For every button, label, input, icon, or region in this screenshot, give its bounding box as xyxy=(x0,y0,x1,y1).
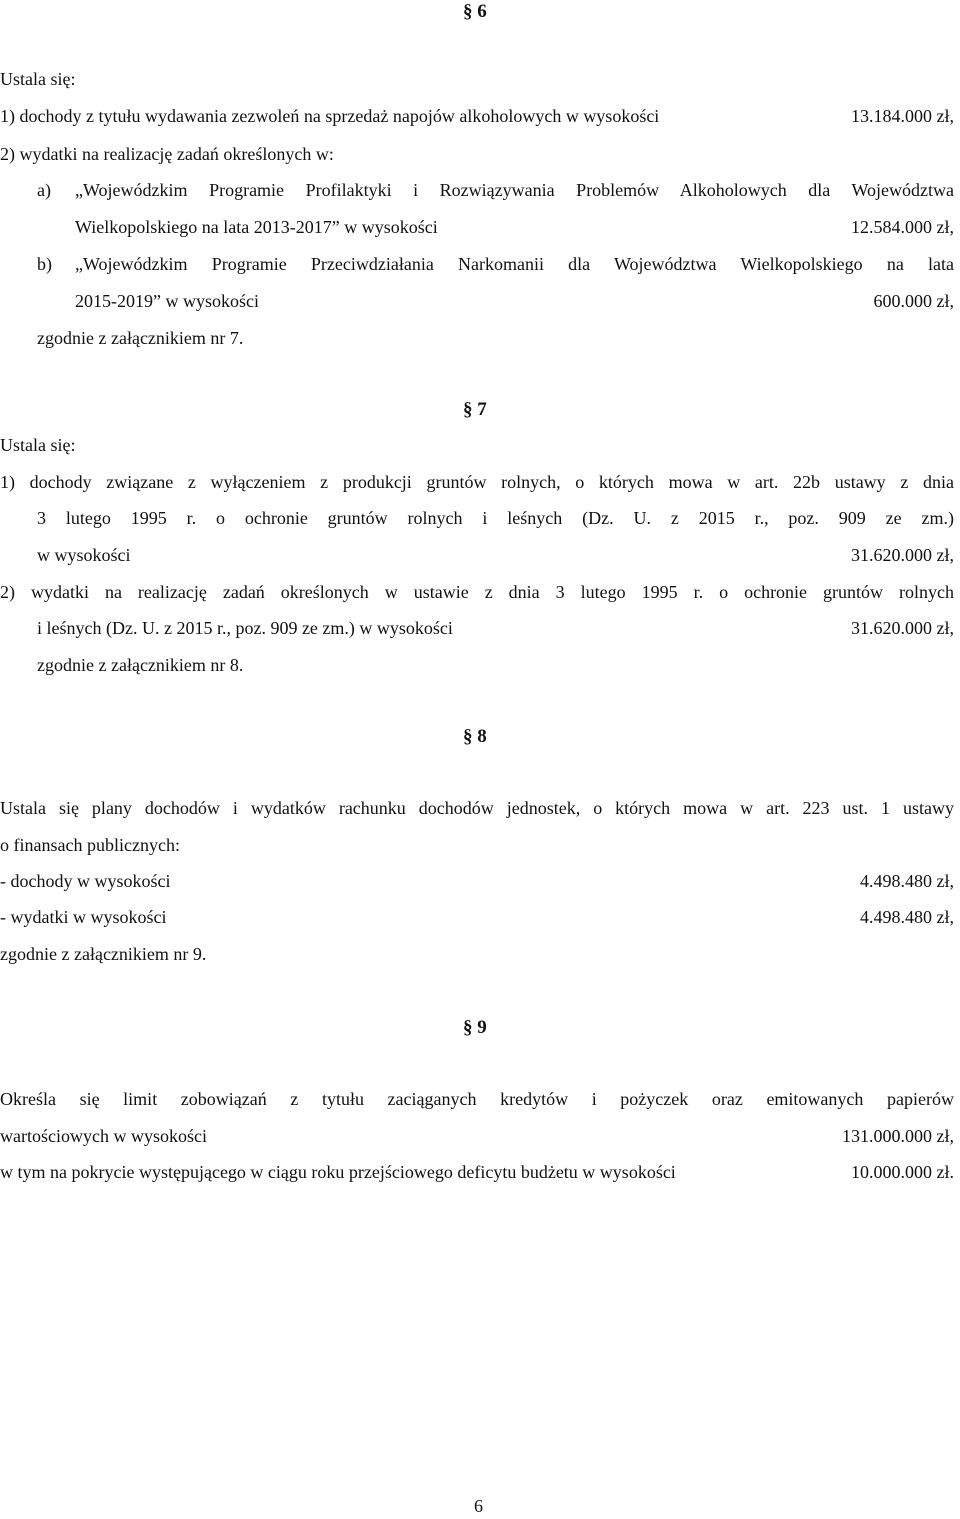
section-6-annex-note: zgodnie z załącznikiem nr 7. xyxy=(37,328,244,348)
section-7-item-2-amount: 31.620.000 zł, xyxy=(851,618,954,638)
section-8-line-1: Ustala się plany dochodów i wydatków rachunku dochodów jednostek, o których mowa w art. 223 ust. 1 ustawy xyxy=(0,798,954,818)
section-7-item-1-line-3: w wysokości xyxy=(37,545,131,565)
section-7-item-1-amount: 31.620.000 zł, xyxy=(851,545,954,565)
section-9-line-2: wartościowych w wysokości xyxy=(0,1126,207,1146)
section-6-item-b-label: b) xyxy=(37,254,52,274)
section-8-line-2: o finansach publicznych: xyxy=(0,835,180,855)
section-9-line-2-amount: 131.000.000 zł, xyxy=(842,1126,954,1146)
section-9-heading: § 9 xyxy=(463,1017,487,1038)
section-9-line-1: Określa się limit zobowiązań z tytułu zaciąganych kredytów i pożyczek oraz emitowanych papierów xyxy=(0,1089,954,1109)
section-8-income-text: - dochody w wysokości xyxy=(0,871,171,891)
section-7-intro: Ustala się: xyxy=(0,435,76,455)
section-6-item-b-line-1: „Wojewódzkim Programie Przeciwdziałania Narkomanii dla Województwa Wielkopolskiego na lata xyxy=(75,254,954,274)
section-7-item-2-line-2: i leśnych (Dz. U. z 2015 r., poz. 909 ze zm.) w wysokości xyxy=(37,618,453,638)
page-number: 6 xyxy=(474,1496,483,1516)
section-6-item-1-text: 1) dochody z tytułu wydawania zezwoleń na sprzedaż napojów alkoholowych w wysokości xyxy=(0,106,660,126)
section-6-item-a-label: a) xyxy=(37,180,51,200)
section-8-income-amount: 4.498.480 zł, xyxy=(860,871,954,891)
section-6-intro: Ustala się: xyxy=(0,69,76,89)
section-6-item-a-line-1: „Wojewódzkim Programie Profilaktyki i Rozwiązywania Problemów Alkoholowych dla Województwa xyxy=(75,180,954,200)
section-6-item-a-line-2: Wielkopolskiego na lata 2013-2017” w wysokości xyxy=(75,217,438,237)
section-6-item-b-amount: 600.000 zł, xyxy=(873,291,954,311)
section-9-line-3-amount: 10.000.000 zł. xyxy=(851,1162,954,1182)
section-8-expense-amount: 4.498.480 zł, xyxy=(860,907,954,927)
section-8-annex-note: zgodnie z załącznikiem nr 9. xyxy=(0,944,207,964)
section-7-heading: § 7 xyxy=(463,399,487,420)
section-9-line-3: w tym na pokrycie występującego w ciągu roku przejściowego deficytu budżetu w wysokości xyxy=(0,1162,676,1182)
section-7-annex-note: zgodnie z załącznikiem nr 8. xyxy=(37,655,244,675)
section-7-item-2-line-1: 2) wydatki na realizację zadań określonych w ustawie z dnia 3 lutego 1995 r. o ochronie gruntów rolnych xyxy=(0,582,954,602)
section-6-item-2-text: 2) wydatki na realizację zadań określonych w: xyxy=(0,144,334,164)
section-6-heading: § 6 xyxy=(463,1,487,22)
section-7-item-1-line-2: 3 lutego 1995 r. o ochronie gruntów rolnych i leśnych (Dz. U. z 2015 r., poz. 909 ze zm.) xyxy=(37,508,954,528)
section-6-item-a-amount: 12.584.000 zł, xyxy=(851,217,954,237)
section-6-item-b-line-2: 2015-2019” w wysokości xyxy=(75,291,259,311)
section-6-item-1-amount: 13.184.000 zł, xyxy=(851,106,954,126)
section-8-heading: § 8 xyxy=(463,726,487,747)
section-8-expense-text: - wydatki w wysokości xyxy=(0,907,167,927)
section-7-item-1-line-1: 1) dochody związane z wyłączeniem z produkcji gruntów rolnych, o których mowa w art. 22b ustawy z dnia xyxy=(0,472,954,492)
